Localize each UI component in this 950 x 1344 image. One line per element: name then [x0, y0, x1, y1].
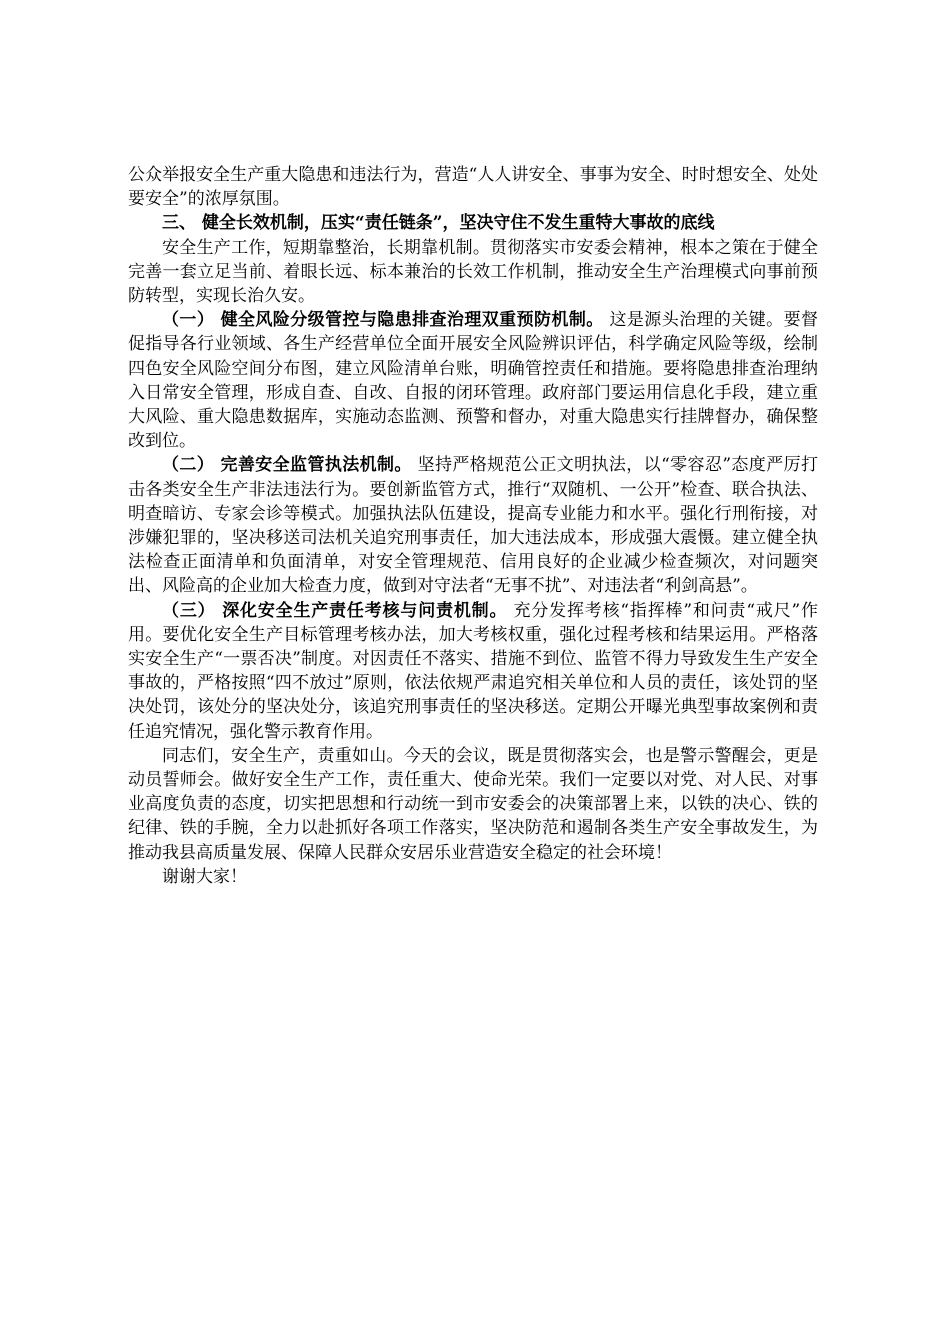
section-heading-three: 三、 健全长效机制，压实“责任链条”，坚决守住不发生重特大事故的底线: [162, 213, 715, 234]
subsection-two-body: 坚持严格规范公正文明执法，以“零容忍”态度严厉打击各类安全生产非法违法行为。要创新监管方式，推行“双随机、一公开”检查、联合执法、明查暗访、专家会诊等模式。加强执法队伍建设，提高专业能力和水平。强化行刑衔接，对涉嫌犯罪的，坚决移送司法机关追究刑事责任，加大违法成本，形成强大震慑。建立健全执法检查正面清单和负面清单，对安全管理规范、信用良好的企业减少检查频次，对问题突出、风险高的企业加大检查力度，做到对守法者“无事不扰”、对违法者“利剑高悬”。: [128, 455, 818, 597]
subsection-one-body: 这是源头治理的关键。要督促指导各行业领域、各生产经营单位全面开展安全风险辨识评估，科学确定风险等级，绘制四色安全风险空间分布图，建立风险清单台账，明确管控责任和措施。要将隐患排查治理纳入日常安全管理，形成自查、自改、自报的闭环管理。政府部门要运用信息化手段，建立重大风险、重大隐患数据库，实施动态监测、预警和督办，对重大隐患实行挂牌督办，确保整改到位。: [128, 310, 818, 452]
paragraph-subsection-one: [128, 308, 818, 453]
subsection-one-heading: （一） 健全风险分级管控与隐患排查治理双重预防机制。: [162, 310, 604, 331]
paragraph-thanks: 谢谢大家！: [162, 866, 247, 887]
document-body: [128, 163, 818, 889]
paragraph-subsection-two: [128, 453, 818, 598]
paragraph-closing: 同志们，安全生产，责重如山。今天的会议，既是贯彻落实会，也是警示警醒会，更是动员誓师会。做好安全生产工作，责任重大、使命光荣。我们一定要以对党、对人民、对事业高度负责的态度，切实把思想和行动统一到市安委会的决策部署上来，以铁的决心、铁的纪律、铁的手腕，全力以赴抓好各项工作落实，坚决防范和遏制各类生产安全事故发生，为推动我县高质量发展、保障人民群众安居乐业营造安全稳定的社会环境！: [128, 745, 818, 863]
paragraph-section-intro: 安全生产工作，短期靠整治，长期靠机制。贯彻落实市安委会精神，根本之策在于健全完善一套立足当前、着眼长远、标本兼治的长效工作机制，推动安全生产治理模式向事前预防转型，实现长治久安。: [128, 237, 818, 307]
subsection-three-heading: （三） 深化安全生产责任考核与问责机制。: [162, 600, 508, 621]
paragraph-continuation: 公众举报安全生产重大隐患和违法行为，营造“人人讲安全、事事为安全、时时想安全、处处要安全”的浓厚氛围。: [128, 165, 818, 210]
paragraph-subsection-three: [128, 599, 818, 744]
subsection-three-body: 充分发挥考核“指挥棒”和问责“戒尺”作用。要优化安全生产目标管理考核办法，加大考核权重，强化过程考核和结果运用。严格落实安全生产“一票否决”制度。对因责任不落实、措施不到位、监管不得力导致发生生产安全事故的，严格按照“四不放过”原则，依法依规严肃追究相关单位和人员的责任，该处罚的坚决处罚，该处分的坚决处分，该追究刑事责任的坚决移送。定期公开曝光典型事故案例和责任追究情况，强化警示教育作用。: [128, 600, 818, 742]
subsection-two-heading: （二） 完善安全监管执法机制。: [162, 455, 412, 476]
